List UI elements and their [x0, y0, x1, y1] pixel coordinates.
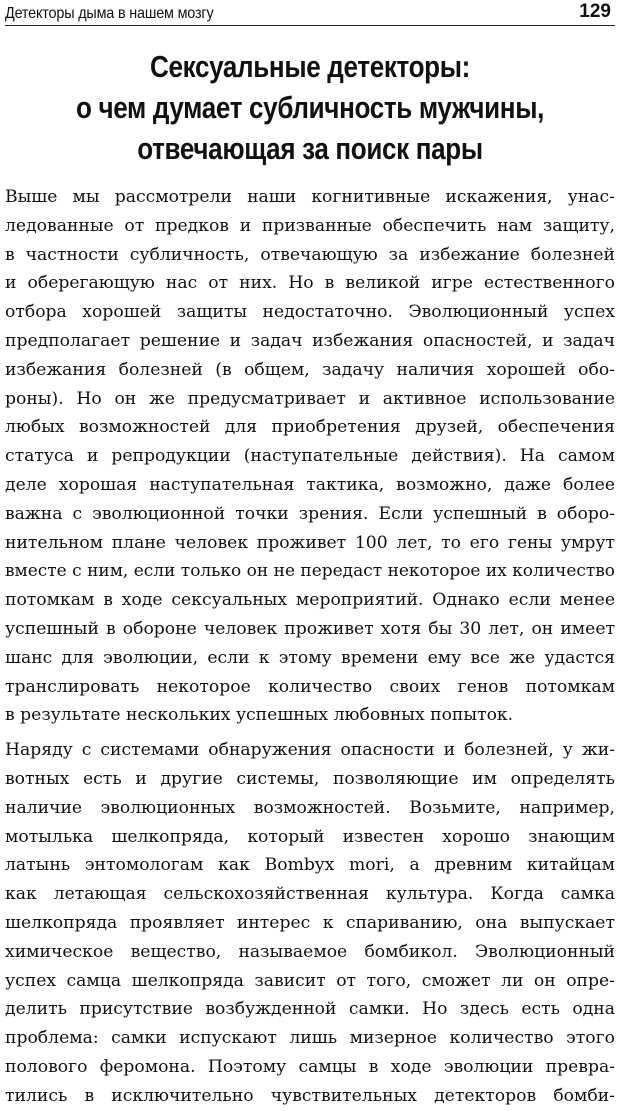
text-line: вотных есть и другие системы, позволяющие им определять — [5, 768, 615, 789]
running-header — [5, 0, 615, 26]
section-heading — [5, 46, 615, 169]
text-line: деле хорошая наступательная тактика, возможно, даже более — [5, 474, 615, 495]
heading-line: отвечающая за поиск пары — [137, 131, 483, 166]
text-line: шелкопряда проявляет интерес к спариванию, она выпускает — [5, 912, 615, 933]
heading-line: о чем думает субличность мужчины, — [75, 90, 545, 125]
text-line: вместе с ним, если только он не передаст некоторое их количество — [5, 561, 616, 582]
text-line: тились в исключительно чувствительных детекторов бомби- — [5, 1085, 615, 1106]
page-number: 129 — [579, 1, 611, 22]
text-line: как летающая сельскохозяйственная культура. Когда самка — [5, 884, 615, 905]
text-line: химическое вещество, называемое бомбикол. Эволюционный — [5, 941, 615, 962]
text-line: латынь энтомологам как Bombyx mori, а древним китайцам — [5, 855, 615, 876]
text-line: транслировать некоторое количество своих генов потомкам — [5, 676, 615, 697]
text-line: наличие эволюционных возможностей. Возьмите, например, — [5, 797, 615, 818]
text-line: мотылька шелкопряда, который известен хорошо знающим — [5, 826, 615, 847]
text-line: делить присутствие возбужденной самки. Но здесь есть одна — [5, 999, 615, 1020]
paragraph-2 — [5, 736, 615, 1110]
text-line: ледованные от предков и призванные обеспечить нам защиту, — [5, 215, 615, 236]
text-line: избежания болезней (в общем, задачу наличия хорошей обо- — [5, 359, 615, 380]
text-line: в частности субличность, отвечающую за избежание болезней — [5, 244, 615, 265]
text-line: роны). Но он же предусматривает и активное использование — [5, 388, 615, 409]
text-line: шанс для эволюции, если к этому времени ему все же удастся — [5, 647, 615, 668]
text-line: успешный в обороне человек проживет хотя бы 30 лет, он имеет — [5, 618, 615, 639]
text-line: Выше мы рассмотрели наши когнитивные искажения, унас- — [5, 187, 615, 207]
text-line: Наряду с системами обнаружения опасности и болезней, у жи- — [5, 740, 615, 761]
text-line: предполагает решение и задач избежания опасностей, и задач — [5, 330, 615, 351]
text-line: любых возможностей для приобретения друзей, обеспечения — [5, 417, 615, 438]
running-title: Детекторы дыма в нашем мозгу — [5, 5, 214, 22]
text-line: статуса и репродукции (наступательные действия). На самом — [5, 446, 615, 467]
text-line: проблема: самки испускают лишь мизерное количество этого — [5, 1028, 615, 1049]
text-line: полового феромона. Поэтому самцы в ходе эволюции превра- — [5, 1056, 615, 1077]
text-line: нительном плане человек проживет 100 лет, то его гены умрут — [5, 532, 615, 553]
text-line: и оберегающую нас от них. Но в великой игре естественного — [5, 273, 615, 294]
text-line: в результате нескольких успешных любовных попыток. — [5, 705, 514, 726]
text-line: потомкам в ходе сексуальных мероприятий. Однако если менее — [5, 590, 615, 611]
heading-line: Сексуальные детекторы: — [149, 49, 470, 84]
text-line: важна с эволюционной точки зрения. Если успешный в оборо- — [5, 503, 615, 524]
paragraph-1 — [5, 183, 615, 730]
text-line: успех самца шелкопряда зависит от того, сможет ли он опре- — [5, 970, 615, 991]
text-line: отбора хорошей защиты недостаточно. Эволюционный успех — [5, 302, 615, 323]
